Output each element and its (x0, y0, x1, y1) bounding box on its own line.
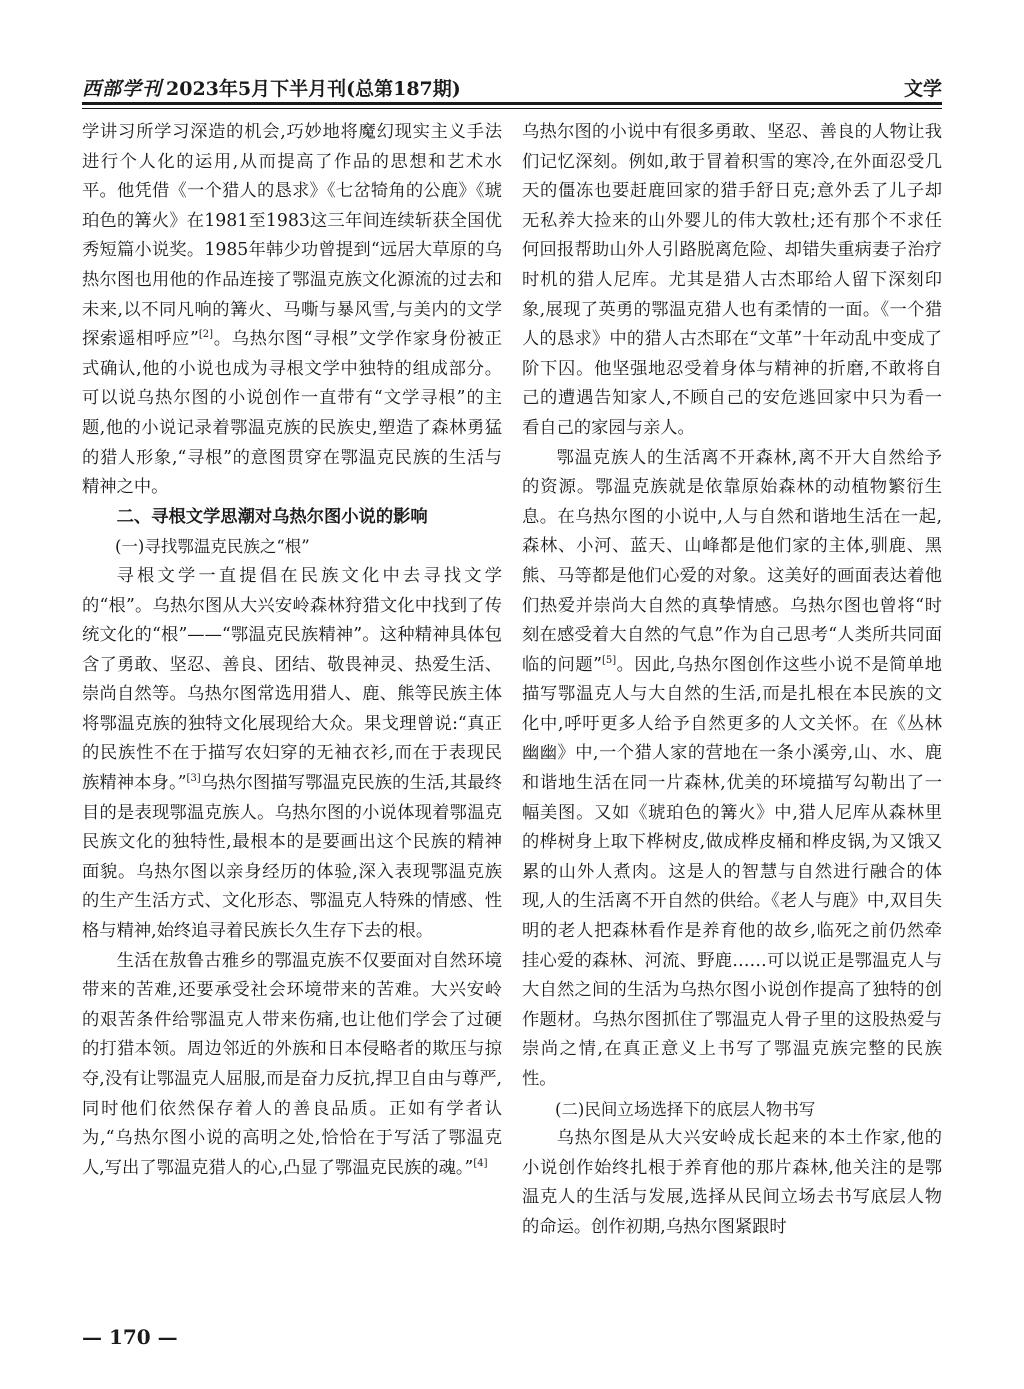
left-column (82, 118, 502, 1183)
paragraph-1 (82, 118, 502, 503)
paragraph-1-tail: 。乌热尔图“寻根”文学作家身份被正式确认,他的小说也成为寻根文学中独特的组成部分。可以说乌热尔图的小说创作一直带有“文学寻根”的主题,他的小说记录着鄂温克族的民族史,塑造了森林勇猛的猎人形象,“寻根”的意图贯穿在鄂温克民族的生活与精神之中。 (82, 329, 502, 498)
subsection-heading-2: (二)民间立场选择下的底层人物书写 (555, 1099, 816, 1119)
paragraph-3-text: 生活在敖鲁古雅乡的鄂温克族不仅要面对自然环境带来的苦难,还要承受社会环境带来的苦难。大兴安岭的艰苦条件给鄂温克人带来伤痛,也让他们学会了过硬的打猎本领。周边邻近的外族和日本侵略者的欺压与掠夺,没有让鄂温克人屈服,而是奋力反抗,捍卫自由与尊严,同时他们依然保存着人的善良品质。正如有学者认为,“乌热尔图小说的高明之处,恰恰在于写活了鄂温克人,写出了鄂温克猎人的心,凸显了鄂温克民族的魂。” (82, 950, 502, 1178)
section-label: 文学 (903, 78, 942, 100)
paragraph-5-text: 鄂温克族人的生活离不开森林,离不开大自然给予的资源。鄂温克族就是依靠原始森林的动植物繁衍生息。在乌热尔图的小说中,人与自然和谐地生活在一起,森林、小河、蓝天、山峰都是他们家的主体,驯鹿、黑熊、马等都是他们心爱的对象。这美好的画面表达着他们热爱并崇尚大自然的真挚情感。乌热尔图也曾将“时刻在感受着大自然的气息”作为自己思考“人类所共同面临的问题” (522, 447, 942, 675)
running-header (82, 72, 942, 102)
citation-5: [5] (601, 654, 617, 666)
paragraph-5 (522, 444, 942, 1095)
header-rule-thick (82, 102, 942, 105)
paragraph-4: 乌热尔图的小说中有很多勇敢、坚忍、善良的人物让我们记忆深刻。例如,敢于冒着积雪的寒冷,在外面忍受几天的僵冻也要赶鹿回家的猎手舒日克;意外丢了儿子却无私养大捡来的山外婴儿的伟大敦杜;还有那个不求任何回报帮助山外人引路脱离危险、却错失重病妻子治疗时机的猎人尼库。尤其是猎人古杰耶给人留下深刻印象,展现了英勇的鄂温克猎人也有柔情的一面。《一个猎人的恳求》中的猎人古杰耶在“文革”十年动乱中变成了阶下囚。他坚强地忍受着身体与精神的折磨,不敢将自己的遭遇告知家人,不顾自己的安危逃回家中只为看一看自己的家园与亲人。 (522, 122, 942, 438)
page-number: — 170 — (82, 1325, 178, 1349)
paragraph-2-text: 寻根文学一直提倡在民族文化中去寻找文学的“根”。乌热尔图从大兴安岭森林狩猎文化中找到了传统文化的“根”——“鄂温克民族精神”。这种精神具体包含了勇敢、坚忍、善良、团结、敬畏神灵、热爱生活、崇尚自然等。乌热尔图常选用猎人、鹿、熊等民族主体将鄂温克族的独特文化展现给大众。果戈理曾说:“真正的民族性不在于描写农妇穿的无袖衣衫,而在于表现民族精神本身。” (82, 565, 502, 794)
subsection-heading-1: (一)寻找鄂温克民族之“根” (115, 537, 310, 557)
citation-2: [2] (198, 329, 213, 341)
header-rule-thin (82, 108, 942, 109)
citation-4: [4] (473, 1158, 488, 1170)
paragraph-3 (82, 947, 502, 1184)
section-heading-2: 二、寻根文学思潮对乌热尔图小说的影响 (116, 506, 428, 527)
paragraph-5-tail: 。因此,乌热尔图创作这些小说不是简单地描写鄂温克人与大自然的生活,而是扎根在本民族的文化中,呼吁更多人给予自然更多的人文关怀。在《丛林幽幽》中,一个猎人家的营地在一条小溪旁,山、水、鹿和谐地生活在同一片森林,优美的环境描写勾勒出了一幅美图。又如《琥珀色的篝火》中,猎人尼库从森林里的桦树身上取下桦树皮,做成桦皮桶和桦皮锅,为又饿又累的山外人煮肉。这是人的智慧与自然进行融合的体现,人的生活离不开自然的供给。《老人与鹿》中,双目失明的老人把森林看作是养育他的故乡,临死之前仍然牵挂心爱的森林、河流、野鹿……可以说正是鄂温克人与大自然之间的生活为乌热尔图小说创作提高了独特的创作题材。乌热尔图抓住了鄂温克人骨子里的这股热爱与崇尚之情,在真正意义上书写了鄂温克族完整的民族性。 (522, 654, 942, 1089)
issue-label: 2023年5月下半月刊(总第187期) (166, 78, 461, 100)
paragraph-1-text: 学讲习所学习深造的机会,巧妙地将魔幻现实主义手法进行个人化的运用,从而提高了作品的思想和艺术水平。他凭借《一个猎人的恳求》《七岔犄角的公鹿》《琥珀色的篝火》在1981至1983这三年间连续斩获全国优秀短篇小说奖。1985年韩少功曾提到“远居大草原的乌热尔图也用他的作品连接了鄂温克族文化源流的过去和未来,以不同凡响的篝火、马嘶与暴风雪,与美内的文学探索遥相呼应” (82, 122, 502, 350)
paragraph-6: 乌热尔图是从大兴安岭成长起来的本土作家,他的小说创作始终扎根于养育他的那片森林,他关注的是鄂温克人的生活与发展,选择从民间立场去书写底层人物的命运。创作初期,乌热尔图紧跟时 (522, 1128, 942, 1237)
right-column (522, 118, 942, 1243)
journal-logo: 西部学刊 (82, 78, 163, 100)
paragraph-2-tail: 乌热尔图描写鄂温克民族的生活,其最终目的是表现鄂温克族人。乌热尔图的小说体现着鄂温克民族文化的独特性,最根本的是要画出这个民族的精神面貌。乌热尔图以亲身经历的体验,深入表现鄂温克族的生产生活方式、文化形态、鄂温克人特殊的情感、性格与精神,始终追寻着民族长久生存下去的根。 (82, 773, 502, 942)
paragraph-2 (82, 562, 502, 947)
journal-info (82, 74, 461, 101)
citation-3: [3] (186, 773, 201, 785)
